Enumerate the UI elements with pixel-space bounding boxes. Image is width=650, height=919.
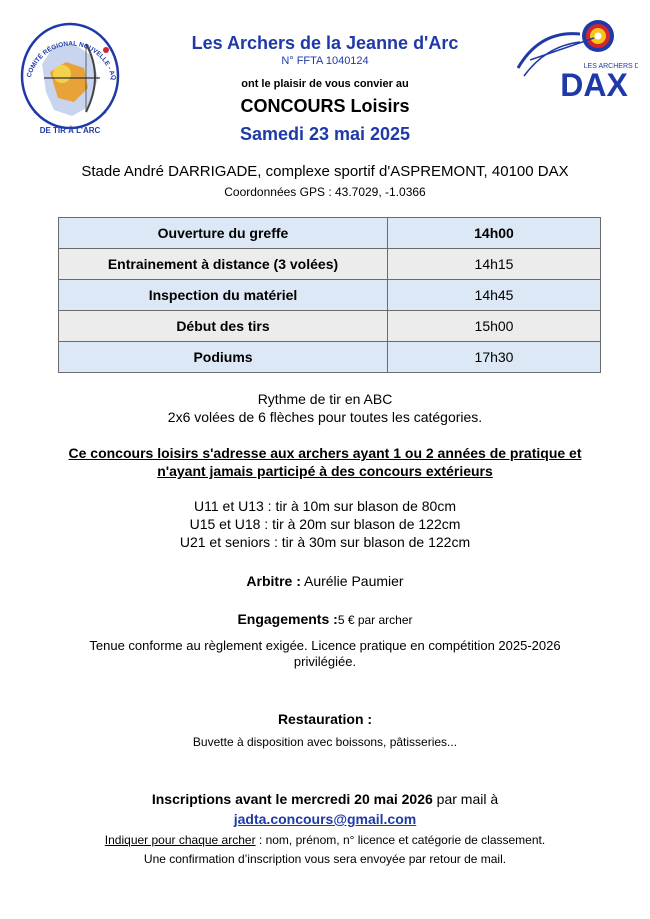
schedule-label: Entrainement à distance (3 volées)	[59, 249, 388, 280]
schedule-time: 14h00	[388, 218, 601, 249]
restauration-heading: Restauration :	[277, 711, 373, 727]
schedule-time: 14h45	[388, 280, 601, 311]
inscriptions-rest: par mail à	[432, 791, 499, 807]
notice-line: n'ayant jamais participé à des concours extérieurs	[157, 463, 493, 479]
engagements-line	[0, 611, 650, 627]
schedule-label: Inspection du matériel	[59, 280, 388, 311]
arbitre-line	[0, 573, 650, 589]
logo-dax-text: DAX	[560, 67, 628, 100]
logo-bottom-text: DE TIR À L'ARC	[39, 126, 101, 135]
gps-coordinates: Coordonnées GPS : 43.7029, -1.0366	[224, 185, 426, 199]
archers-dax-logo	[510, 16, 638, 100]
engagements-value: 5 € par archer	[337, 613, 413, 627]
schedule-time: 15h00	[388, 311, 601, 342]
inscriptions-deadline: Inscriptions avant le mercredi 20 mai 2026	[151, 791, 433, 807]
restauration-text: Buvette à disposition avec boissons, pâtisseries...	[192, 735, 458, 749]
indiquer-label: Indiquer pour chaque archer	[104, 833, 256, 847]
category-line: U15 et U18 : tir à 20m sur blason de 122cm	[189, 516, 461, 532]
schedule-row	[59, 218, 601, 249]
venue-address: Stade André DARRIGADE, complexe sportif d'ASPREMONT, 40100 DAX	[81, 163, 569, 180]
invite-text: ont le plaisir de vous convier au	[241, 78, 409, 90]
notice-line: Ce concours loisirs s'adresse aux archers ayant 1 ou 2 années de pratique et	[68, 445, 582, 461]
event-date: Samedi 23 mai 2025	[239, 124, 411, 144]
schedule-time: 17h30	[388, 342, 601, 373]
indiquer-line	[0, 833, 650, 847]
inscriptions-line	[0, 791, 650, 807]
schedule-time: 14h15	[388, 249, 601, 280]
schedule-label: Ouverture du greffe	[59, 218, 388, 249]
schedule-table	[58, 217, 601, 373]
rythme-line: Rythme de tir en ABC	[257, 391, 393, 407]
arbitre-label: Arbitre :	[246, 573, 301, 589]
schedule-label: Début des tirs	[59, 311, 388, 342]
schedule-row	[59, 280, 601, 311]
category-line: U11 et U13 : tir à 10m sur blason de 80cm	[194, 498, 456, 514]
schedule-row	[59, 311, 601, 342]
eligibility-notice	[0, 444, 650, 480]
email-link[interactable]: jadta.concours@gmail.com	[233, 811, 417, 827]
indiquer-rest: : nom, prénom, n° licence et catégorie de classement.	[255, 833, 546, 847]
club-name: Les Archers de la Jeanne d'Arc	[191, 33, 459, 53]
rythme-line: 2x6 volées de 6 flèches pour toutes les catégories.	[167, 409, 483, 425]
comite-regional-logo	[14, 16, 126, 142]
category-line: U21 et seniors : tir à 30m sur blason de 122cm	[179, 534, 471, 550]
logo-small-text: LES ARCHERS D	[583, 63, 638, 70]
rythme-block	[0, 390, 650, 426]
categories-block	[0, 497, 650, 551]
arbitre-name: Aurélie Paumier	[303, 573, 404, 589]
schedule-label: Podiums	[59, 342, 388, 373]
schedule-row	[59, 342, 601, 373]
schedule-row	[59, 249, 601, 280]
engagements-label: Engagements :	[237, 611, 338, 627]
event-title: CONCOURS Loisirs	[240, 96, 410, 116]
tenue-text: Tenue conforme au règlement exigée. Licence pratique en compétition 2025-2026 privilégiée.	[89, 638, 561, 669]
logo-ring-text: COMITÉ RÉGIONAL NOUVELLE - AQ	[25, 40, 118, 82]
ffta-number: N° FFTA 1040124	[281, 55, 369, 67]
confirmation-text: Une confirmation d’inscription vous sera envoyée par retour de mail.	[143, 852, 507, 866]
